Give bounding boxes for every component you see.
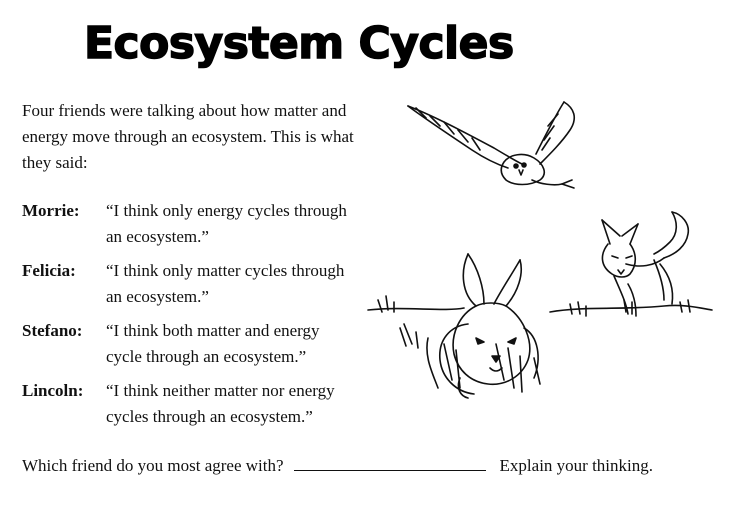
speaker-name: Morrie:: [22, 201, 80, 220]
speaker-name: Lincoln:: [22, 381, 84, 400]
answer-blank[interactable]: [294, 454, 486, 471]
fox-icon: [602, 212, 688, 316]
question-prompt: Which friend do you most agree with?: [22, 456, 284, 475]
speaker-name: Stefano:: [22, 321, 83, 340]
speaker-name: Felicia:: [22, 261, 76, 280]
question-instruction: Explain your thinking.: [499, 456, 654, 475]
intro-paragraph: Four friends were talking about how matter and energy move through an ecosystem. This is what they said:: [22, 101, 354, 172]
quote-text: “I think both matter and energy cycle through an ecosystem.”: [106, 321, 320, 366]
quote-text: “I think neither matter nor energy cycles through an ecosystem.”: [106, 381, 335, 426]
question-block: [22, 452, 722, 480]
owl-icon: [408, 102, 574, 188]
grass-icon: [368, 296, 712, 392]
quote-text: “I think only matter cycles through an ecosystem.”: [106, 261, 345, 306]
ecosystem-illustration: [364, 88, 714, 428]
page-title: Ecosystem Cycles: [84, 18, 514, 69]
rabbit-icon: [440, 254, 538, 398]
quote-text: “I think only energy cycles through an ecosystem.”: [106, 201, 347, 246]
